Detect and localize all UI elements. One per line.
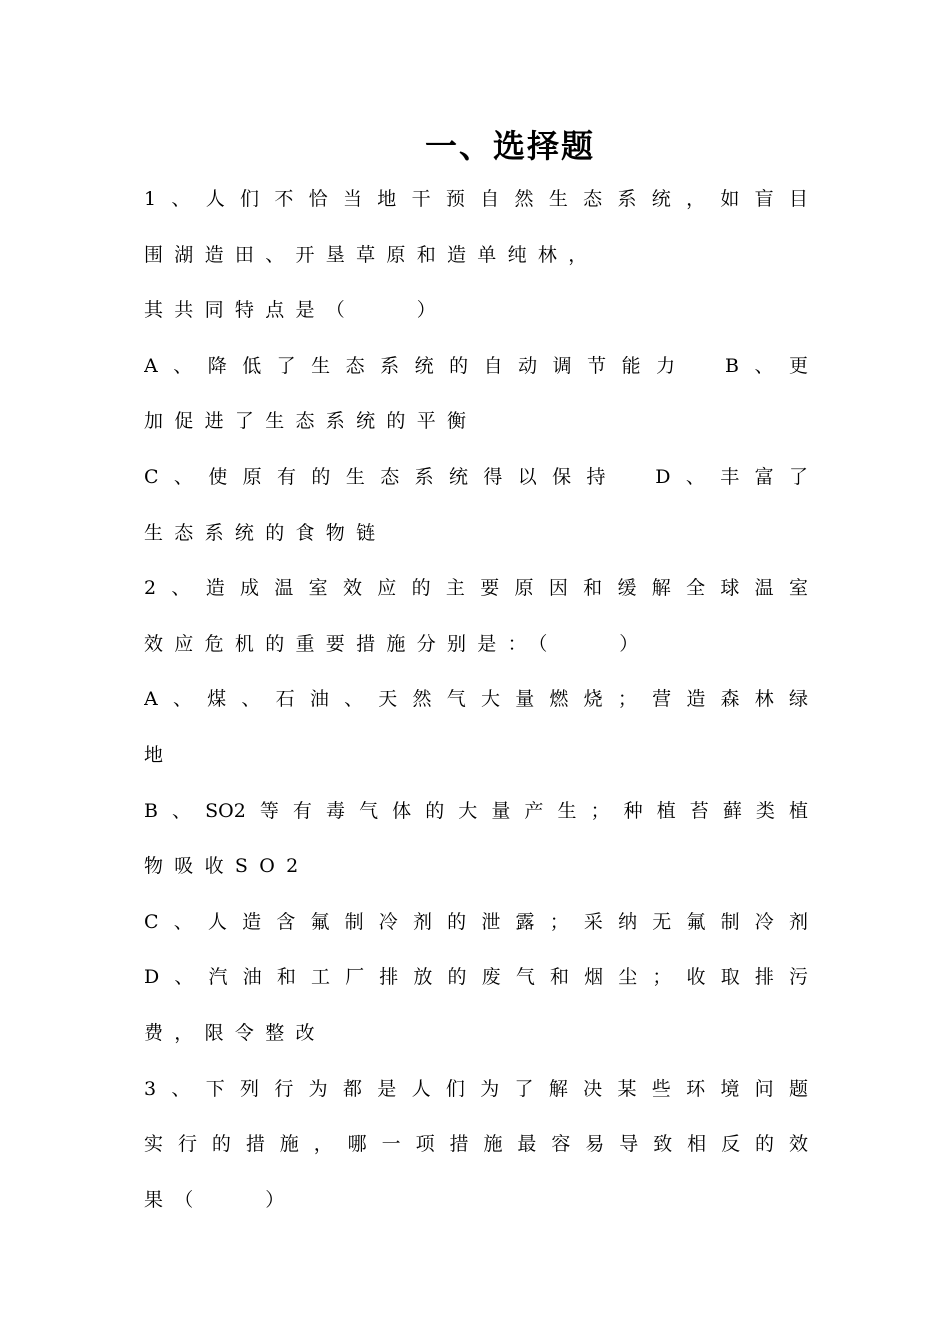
text-line: 生态系统的食物链 xyxy=(144,521,387,544)
text-line: 3、下列行为都是人们为了解决某些环境问题 xyxy=(144,1077,808,1100)
text-line: A、降低了生态系统的自动调节能力 B、更 xyxy=(144,354,808,377)
question-list xyxy=(144,172,808,1228)
section-title: 一、选择题 xyxy=(424,127,595,165)
text-line: C、人造含氟制冷剂的泄露；采纳无氟制冷剂 xyxy=(144,910,808,933)
text-line: 实行的措施，哪一项措施最容易导致相反的效 xyxy=(144,1133,808,1156)
text-line: 围湖造田、开垦草原和造单纯林， xyxy=(144,243,599,266)
text-line: 其共同特点是（ ） xyxy=(144,299,448,322)
text-line: A、煤、石油、天然气大量燃烧；营造森林绿 xyxy=(144,688,808,711)
text-line: B、SO2等有毒气体的大量产生；种植苔藓类植 xyxy=(144,799,808,822)
text-line: D、汽油和工厂排放的废气和烟尘；收取排污 xyxy=(144,966,808,989)
text-line: C、使原有的生态系统得以保持 D、丰富了 xyxy=(144,465,808,488)
text-line: 2、造成温室效应的主要原因和缓解全球温室 xyxy=(144,577,808,600)
text-line: 效应危机的重要措施分别是：（ ） xyxy=(144,632,650,655)
text-line: 地 xyxy=(144,743,175,766)
text-line: 物吸收SO2 xyxy=(144,855,310,878)
text-line: 费，限令整改 xyxy=(144,1021,326,1044)
text-line: 加促进了生态系统的平衡 xyxy=(144,410,478,433)
text-line: 果（ ） xyxy=(144,1188,296,1211)
text-line: 1、人们不恰当地干预自然生态系统，如盲目 xyxy=(144,188,808,210)
